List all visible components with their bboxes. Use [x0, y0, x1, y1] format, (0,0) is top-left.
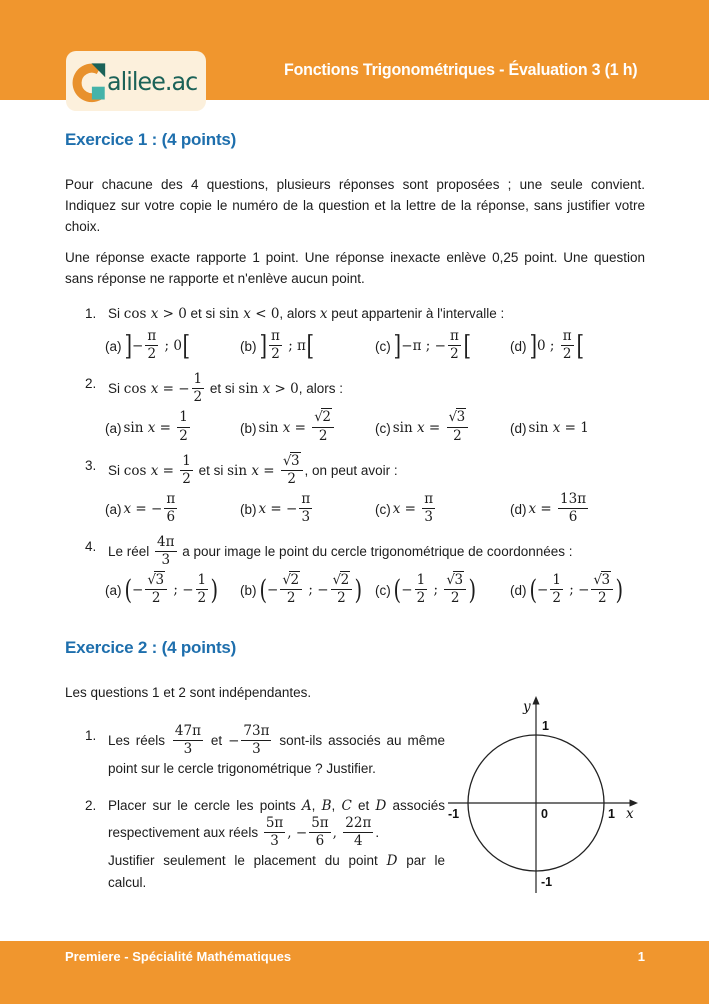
- page-title: Fonctions Trigonométriques - Évaluation 3 (1 h): [284, 60, 638, 79]
- question-line: Les réels $\frac{47\pi}{3}$ et − $\frac{73\pi}{3}$ sont-ils associés au même point sur le cercle trigonométrique ? Justifier.: [108, 722, 446, 776]
- question-statement: [108, 795, 445, 893]
- option-formula: sin x = $\frac{√2}{2}$: [259, 411, 336, 444]
- question-row: [65, 536, 645, 569]
- option-label: (a): [105, 583, 122, 599]
- tick-label-bottom: -1: [541, 874, 553, 889]
- footer-band: [0, 941, 709, 1004]
- option: [375, 574, 510, 607]
- tick-label-top: 1: [542, 718, 549, 733]
- question-row: [65, 452, 645, 488]
- option: [105, 411, 240, 444]
- option-formula: ]0 ; $\frac{\pi}{2}$ [: [528, 328, 584, 363]
- footer-course-label: Premiere - Spécialité Mathématiques: [65, 949, 292, 964]
- option-formula: ]−π ; − $\frac{\pi}{2}$ [: [393, 328, 471, 363]
- question-number: 2.: [85, 376, 97, 392]
- question-statement: [108, 722, 446, 779]
- exercise1-questions: [65, 303, 645, 608]
- logo: [66, 51, 206, 111]
- options-row: [105, 490, 645, 526]
- option-label: (d): [510, 583, 527, 599]
- header-band: [0, 0, 709, 100]
- question-number: 1.: [85, 727, 97, 743]
- y-axis-label: y: [523, 698, 531, 715]
- question-row: [65, 303, 645, 325]
- question-number: 1.: [85, 306, 97, 321]
- logo-square: [91, 87, 104, 100]
- option: [375, 330, 510, 363]
- option-label: (c): [375, 501, 391, 517]
- tick-label-right: 1: [608, 806, 615, 821]
- option-formula: x = − $\frac{\pi}{6}$: [123, 490, 176, 525]
- options-row: [105, 411, 645, 444]
- option: [105, 574, 240, 607]
- option-formula: sin x = $\frac{√3}{2}$: [393, 411, 470, 444]
- question-line: Placer sur le cercle les points A, B, C et D associés respectivement aux réels $\frac{5\pi}{3}$ , − $\frac{5\pi}{6}$ , $\frac{22\pi}{4}$ .: [108, 797, 445, 849]
- question-row: [65, 373, 645, 406]
- option-formula: (− $\frac{1}{2}$ ; $\frac{√3}{2}$ ): [393, 572, 477, 607]
- option-label: (c): [375, 339, 391, 355]
- option-label: (d): [510, 420, 527, 436]
- unit-circle-diagram: [445, 693, 645, 908]
- option-label: (a): [105, 501, 122, 517]
- footer-page-number: 1: [637, 949, 645, 964]
- option: [510, 330, 645, 363]
- exercise1-intro-1: Pour chacune des 4 questions, plusieurs réponses sont proposées ; une seule convient. Indiquez sur votre copie le numéro de la question et la lettre de la réponse, sans justifier votre choix.: [65, 177, 645, 234]
- question-statement: Si cos x = $\frac{1}{2}$ et si sin x = $\frac{√3}{2}$ , on peut avoir :: [108, 452, 398, 487]
- option-label: (c): [375, 583, 391, 599]
- option-label: (a): [105, 339, 122, 355]
- option: [105, 490, 240, 526]
- option-formula: x = $\frac{13\pi}{6}$: [528, 490, 587, 525]
- exercise2-questions: [65, 709, 445, 908]
- question-number: 4.: [85, 539, 97, 555]
- question-statement: Si cos x > 0 et si sin x < 0, alors x peut appartenir à l'intervalle :: [108, 306, 505, 322]
- option-formula: (− $\frac{1}{2}$ ; − $\frac{√3}{2}$ ): [528, 572, 624, 607]
- options-row: [105, 574, 645, 607]
- option-label: (d): [510, 339, 527, 355]
- option-label: (d): [510, 501, 527, 517]
- option-formula: sin x = 1: [528, 420, 589, 437]
- exercise1-heading: Exercice 1 : (4 points): [65, 130, 237, 149]
- option-formula: x = − $\frac{\pi}{3}$: [258, 490, 311, 525]
- option-label: (b): [240, 339, 257, 355]
- option-label: (c): [375, 420, 391, 436]
- option: [375, 411, 510, 444]
- option: [240, 330, 375, 363]
- question-statement: Si cos x = − $\frac{1}{2}$ et si sin x > 0, alors :: [108, 371, 343, 406]
- question-row: [65, 722, 446, 779]
- option-label: (b): [240, 501, 257, 517]
- option: [510, 490, 645, 526]
- option-formula: (− $\frac{√3}{2}$ ; − $\frac{1}{2}$ ): [123, 572, 219, 607]
- question-row: [65, 795, 445, 893]
- exercise2-intro: Les questions 1 et 2 sont indépendantes.: [65, 684, 312, 700]
- exercise2-body: [65, 698, 645, 908]
- exercise1-intro-2: Une réponse exacte rapporte 1 point. Une réponse inexacte enlève 0,25 point. Une question sans réponse ne rapporte et n'enlève aucun point.: [65, 250, 645, 286]
- logo-g-icon: [71, 58, 109, 104]
- option: [240, 490, 375, 526]
- logo-text: alilee.ac: [106, 66, 197, 96]
- question-number: 2.: [85, 797, 97, 813]
- option: [375, 490, 510, 526]
- option-formula: ] $\frac{\pi}{2}$ ; π[: [258, 328, 315, 363]
- option-formula: sin x = $\frac{1}{2}$: [123, 409, 188, 444]
- option: [240, 411, 375, 444]
- x-axis-label: x: [626, 805, 634, 822]
- option-label: (b): [240, 583, 257, 599]
- option-formula: x = $\frac{\pi}{3}$: [392, 490, 434, 525]
- option-label: (a): [105, 420, 122, 436]
- main-content: [0, 100, 709, 941]
- tick-label-origin: 0: [541, 806, 548, 821]
- option-label: (b): [240, 420, 257, 436]
- question-statement: Le réel $\frac{4\pi}{3}$ a pour image le point du cercle trigonométrique de coordonnées :: [108, 534, 573, 569]
- option: [105, 330, 240, 363]
- option-formula: (− $\frac{√2}{2}$ ; − $\frac{√2}{2}$ ): [258, 572, 363, 607]
- tick-label-left: -1: [448, 806, 460, 821]
- option: [510, 574, 645, 607]
- option: [240, 574, 375, 607]
- diagram-column: [445, 698, 645, 908]
- question-line: Justifier seulement le placement du point D par le calcul.: [108, 852, 445, 890]
- exercise2-heading: Exercice 2 : (4 points): [65, 637, 237, 657]
- option-formula: ]− $\frac{\pi}{2}$ ; 0[: [123, 328, 191, 363]
- y-axis-arrow: [532, 696, 539, 705]
- option: [510, 411, 645, 444]
- question-number: 3.: [85, 457, 97, 473]
- options-row: [105, 330, 645, 363]
